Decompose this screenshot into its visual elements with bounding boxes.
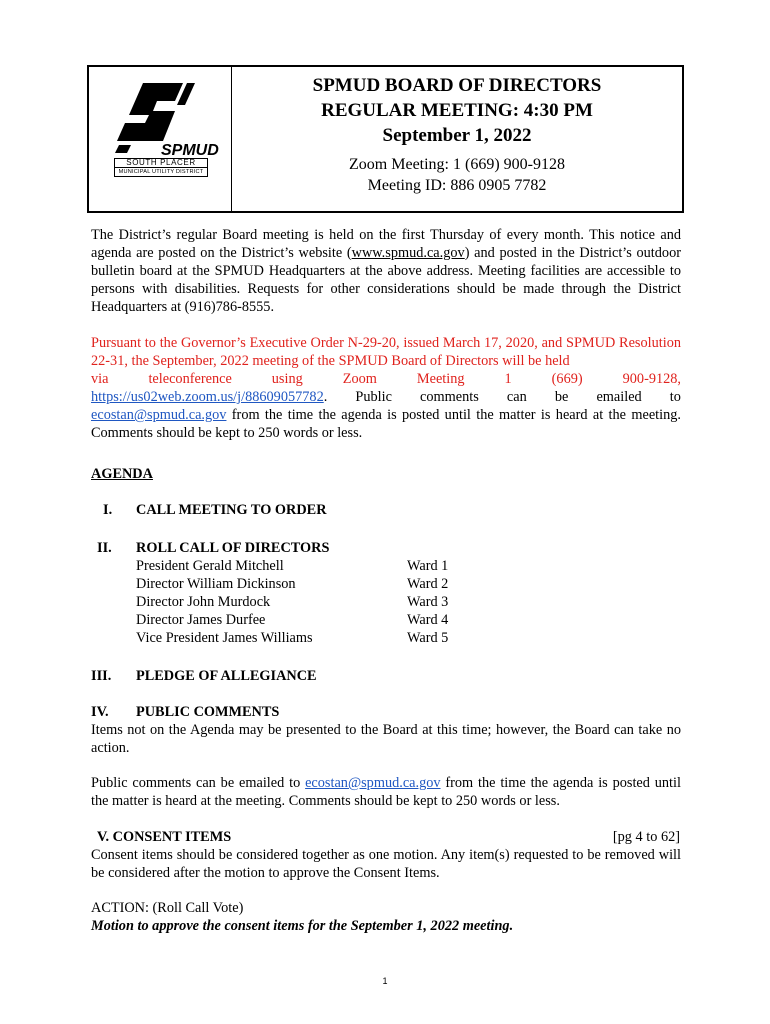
consent-items-heading: V. CONSENT ITEMS — [97, 829, 232, 845]
word: teleconference — [148, 371, 232, 387]
word: to — [669, 389, 681, 405]
word: (669) — [551, 371, 583, 387]
public-comments-email-text — [91, 774, 681, 810]
header-box — [87, 65, 684, 213]
director-ward: Ward 3 — [407, 594, 449, 610]
director-name: President Gerald Mitchell — [136, 558, 284, 574]
logo-caption-line-2: MUNICIPAL UTILITY DISTRICT — [118, 169, 204, 175]
word: Meeting — [416, 371, 465, 387]
director-name: Vice President James Williams — [136, 630, 313, 646]
word: Public — [355, 389, 392, 405]
board-title: SPMUD BOARD OF DIRECTORS — [312, 75, 602, 96]
notice-text-part-2: ) and posted in the District’s outdoor bulletin board at the SPMUD Headquarters at the above address. Meeting facilities are accessible to persons with disabilities. Requests for other considerations should be made through the District Headquarters at (916)786-8555. — [91, 245, 681, 315]
consent-page-range: [pg 4 to 62] — [612, 829, 680, 845]
agenda-item-title: PLEDGE OF ALLEGIANCE — [136, 668, 317, 684]
public-comments-text: Items not on the Agenda may be presented to the Board at this time; however, the Board can take no action. — [91, 722, 681, 756]
director-name: Director William Dickinson — [136, 576, 296, 592]
website-link[interactable]: www.spmud.ca.gov — [351, 245, 465, 261]
public-comments-email-part-1: Public comments can be emailed to — [91, 775, 306, 791]
teleconference-text-part-1: Pursuant to the Governor’s Executive Order N-29-20, issued March 17, 2020, and SPMUD Resolution 22-31, the September, 2022 meeting of the SPMUD Board of Directors will be held — [91, 335, 681, 369]
agenda-item-number: II. — [97, 540, 112, 556]
agenda-item-number: IV. — [91, 704, 109, 720]
meeting-notice — [91, 226, 681, 316]
director-ward: Ward 5 — [407, 630, 449, 646]
zoom-phone-line: Zoom Meeting: 1 (669) 900-9128 — [349, 156, 565, 173]
word: can — [506, 389, 527, 405]
agenda-heading: AGENDA — [91, 466, 153, 482]
teleconference-line-4: https://us02web.zoom.us/j/88609057782. Public comments can be emailed to — [91, 389, 681, 405]
consent-motion: Motion to approve the consent items for the September 1, 2022 meeting. — [91, 918, 514, 934]
zoom-link[interactable]: https://us02web.zoom.us/j/88609057782 — [91, 389, 324, 405]
word: be — [554, 389, 569, 405]
word: using — [271, 371, 303, 387]
title-block — [232, 67, 682, 211]
word: 1 — [504, 371, 512, 387]
logo — [89, 67, 232, 211]
teleconference-text-part-2: from the time the agenda is posted until the matter is heard at the meeting. Comments should be kept to 250 words or less. — [91, 407, 681, 441]
teleconference-notice — [91, 334, 681, 442]
logo-caption-line-1: SOUTH PLACER — [115, 159, 207, 168]
meeting-id-line: Meeting ID: 886 0905 7782 — [367, 177, 547, 194]
logo-caption — [114, 158, 208, 177]
agenda-item-title: PUBLIC COMMENTS — [136, 704, 280, 720]
word: 900-9128, — [622, 371, 681, 387]
page-number: 1 — [382, 976, 388, 986]
agenda-item-title: ROLL CALL OF DIRECTORS — [136, 540, 330, 556]
teleconference-line-5 — [91, 406, 681, 442]
teleconference-line-3 — [91, 370, 681, 388]
email-link[interactable]: ecostan@spmud.ca.gov — [91, 407, 227, 423]
word: Zoom — [342, 371, 377, 387]
director-ward: Ward 4 — [407, 612, 449, 628]
notice-text-part-1: The District’s regular Board meeting is held on the first Thursday of every month. This notice and agenda are posted on the District’s website ( — [91, 227, 681, 261]
word: comments — [420, 389, 479, 405]
word: emailed — [596, 389, 642, 405]
email-link[interactable]: ecostan@spmud.ca.gov — [305, 775, 441, 791]
agenda-item-number: I. — [103, 502, 113, 518]
director-name: Director James Durfee — [136, 612, 266, 628]
spmud-logo-icon — [113, 81, 219, 159]
agenda-item-number: III. — [91, 668, 112, 684]
director-name: Director John Murdock — [136, 594, 271, 610]
agenda-item-title: CALL MEETING TO ORDER — [136, 502, 327, 518]
director-ward: Ward 1 — [407, 558, 449, 574]
logo-wordmark: SPMUD — [161, 142, 219, 159]
director-ward: Ward 2 — [407, 576, 449, 592]
meeting-title: REGULAR MEETING: 4:30 PM — [321, 100, 593, 121]
meeting-date: September 1, 2022 — [382, 125, 532, 146]
action-label: ACTION: (Roll Call Vote) — [91, 900, 244, 916]
public-comments-email-part-2: from the time the agenda is posted until the matter is heard at the meeting. Comments should be kept to 250 words or less. — [91, 775, 681, 809]
consent-items-text: Consent items should be considered together as one motion. Any item(s) requested to be removed will be considered after the motion to approve the Consent Items. — [91, 847, 681, 881]
word: via — [91, 371, 109, 387]
